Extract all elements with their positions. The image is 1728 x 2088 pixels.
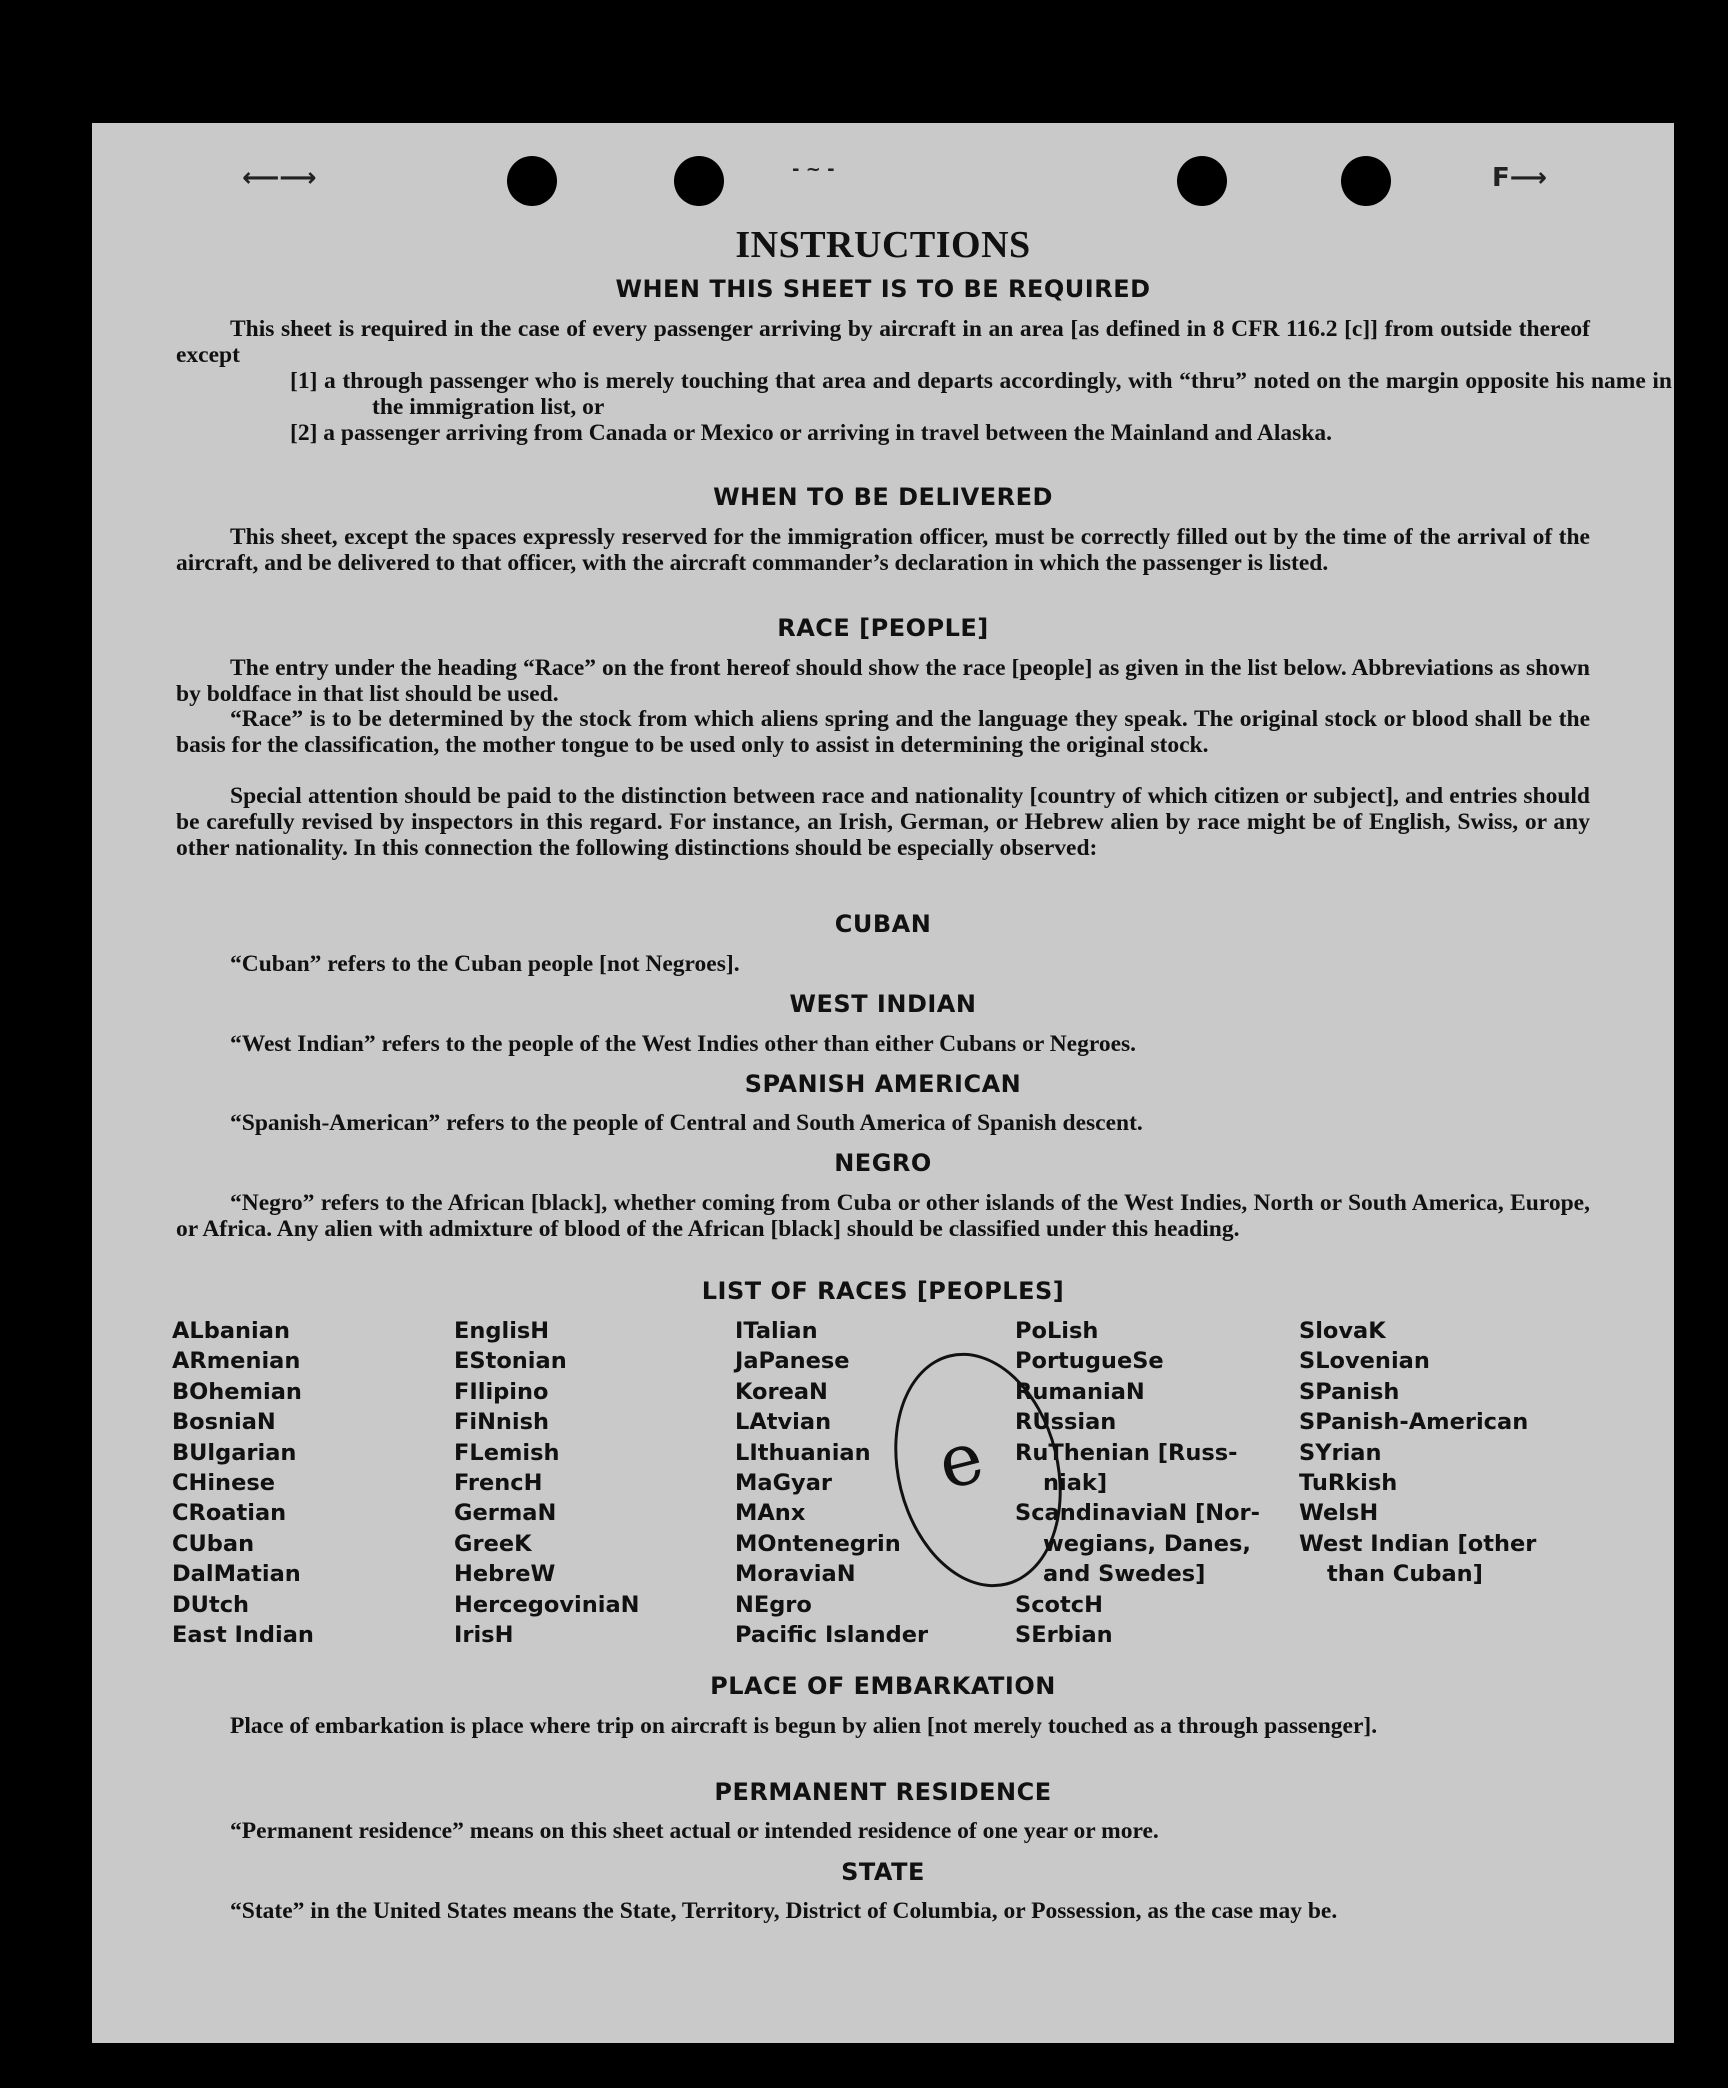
- race-entry: Pacific Islander: [735, 1622, 929, 1649]
- race-entry: DalMatian: [172, 1561, 301, 1588]
- races-column-1: [172, 1316, 314, 1650]
- race-entry: MAnx: [735, 1500, 806, 1527]
- race-entry: NEgro: [735, 1591, 812, 1618]
- race-entry: SYrian: [1299, 1439, 1382, 1466]
- race-entry: ScotcH: [1015, 1591, 1103, 1618]
- heading-west-indian: WEST INDIAN: [789, 990, 977, 1018]
- race-entry: SPanish-American: [1299, 1409, 1529, 1436]
- race-entry: LIthuanian: [735, 1439, 871, 1466]
- race-entry: CRoatian: [172, 1500, 287, 1527]
- race-entry: HercegoviniaN: [454, 1591, 640, 1618]
- race-entry: ITalian: [735, 1318, 818, 1344]
- race-paragraph-2: “Race” is to be determined by the stock from which aliens spring and the language they speak. The original stock or blood shall be the basis for the classification, the mother tongue to be used only to assist in determining the original stock.: [176, 706, 1590, 758]
- race-paragraph-3: Special attention should be paid to the distinction between race and nationality [country of which citizen or subject], and entries should be carefully revised by inspectors in this regard. For instance, an Irish, German, or Hebrew alien by race might be of English, Swiss, or any other nationality. In this connection the following distinctions should be especially observed:: [176, 783, 1590, 861]
- handwritten-mark: e: [929, 1414, 992, 1506]
- race-entry: SlovaK: [1299, 1318, 1386, 1344]
- state-text: “State” in the United States means the State, Territory, District of Columbia, or Possession, as the case may be.: [230, 1898, 1338, 1924]
- heading-race: RACE [PEOPLE]: [777, 614, 989, 642]
- margin-mark-middle: - ~ -: [792, 159, 835, 180]
- race-entry-continuation: wegians, Danes,: [1043, 1530, 1251, 1557]
- races-column-5: [1299, 1316, 1536, 1590]
- race-entry: TuRkish: [1299, 1470, 1398, 1497]
- race-entry: FrencH: [454, 1470, 543, 1497]
- race-entry: KoreaN: [735, 1378, 828, 1405]
- race-entry: ScandinaviaN [Nor-: [1015, 1500, 1260, 1527]
- race-paragraph-1: The entry under the heading “Race” on the front hereof should show the race [people] as given in the list below. Abbreviations as shown by boldface in that list should be used.: [176, 655, 1590, 707]
- heading-when-required: WHEN THIS SHEET IS TO BE REQUIRED: [615, 275, 1151, 303]
- when-required-item-1: [1] a through passenger who is merely touching that area and departs accordingly, with “thru” noted on the margin opposite his name in the immigration list, or: [290, 368, 1672, 420]
- race-entry: ALbanian: [172, 1318, 290, 1344]
- race-entry: LAtvian: [735, 1409, 832, 1436]
- permanent-residence-text: “Permanent residence” means on this sheet actual or intended residence of one year or more.: [230, 1818, 1159, 1844]
- race-entry: SErbian: [1015, 1622, 1113, 1649]
- race-entry: East Indian: [172, 1622, 314, 1649]
- race-entry: MaGyar: [735, 1470, 832, 1497]
- race-entry: DUtch: [172, 1591, 250, 1618]
- punch-hole: [507, 156, 557, 206]
- when-delivered-text: This sheet, except the spaces expressly reserved for the immigration officer, must be correctly filled out by the time of the arrival of the aircraft, and be delivered to that officer, with the aircraft commander’s declaration in which the passenger is listed.: [176, 524, 1590, 576]
- heading-list-of-races: LIST OF RACES [PEOPLES]: [701, 1277, 1065, 1305]
- race-entry-continuation: and Swedes]: [1043, 1561, 1206, 1588]
- race-entry: MoraviaN: [735, 1561, 856, 1588]
- heading-spanish-american: SPANISH AMERICAN: [744, 1070, 1022, 1098]
- embarkation-text: Place of embarkation is place where trip on aircraft is begun by alien [not merely touched as a through passenger].: [230, 1713, 1378, 1739]
- race-entry: FIlipino: [454, 1378, 549, 1405]
- punch-hole: [674, 156, 724, 206]
- heading-cuban: CUBAN: [834, 910, 932, 938]
- race-entry-continuation: niak]: [1043, 1470, 1108, 1497]
- instruction-sheet: [92, 123, 1674, 2043]
- race-entry: BOhemian: [172, 1378, 302, 1405]
- race-entry: IrisH: [454, 1622, 514, 1649]
- heading-negro: NEGRO: [834, 1149, 932, 1177]
- negro-text: “Negro” refers to the African [black], whether coming from Cuba or other islands of the West Indies, North or South America, Europe, or Africa. Any alien with admixture of blood of the African [black] should be classified under this heading.: [176, 1190, 1590, 1242]
- race-entry: CUban: [172, 1530, 255, 1557]
- race-entry: FiNnish: [454, 1409, 550, 1436]
- race-entry: FLemish: [454, 1439, 560, 1466]
- race-entry: WelsH: [1299, 1500, 1379, 1527]
- race-entry: EnglisH: [454, 1318, 550, 1344]
- punch-hole: [1177, 156, 1227, 206]
- race-entry: HebreW: [454, 1561, 556, 1588]
- race-entry: CHinese: [172, 1470, 275, 1497]
- when-required-intro: This sheet is required in the case of every passenger arriving by aircraft in an area [as defined in 8 CFR 116.2 [c]] from outside thereof except: [176, 316, 1590, 368]
- race-entry: GermaN: [454, 1500, 557, 1527]
- spanish-american-text: “Spanish-American” refers to the people of Central and South America of Spanish descent.: [230, 1110, 1143, 1136]
- race-entry: RUssian: [1015, 1409, 1117, 1436]
- race-entry: PoLish: [1015, 1318, 1099, 1344]
- race-entry: PortugueSe: [1015, 1348, 1164, 1375]
- races-column-2: [454, 1316, 639, 1650]
- race-entry: West Indian [other: [1299, 1530, 1537, 1557]
- race-entry: RumaniaN: [1015, 1378, 1145, 1405]
- race-entry: RuThenian [Russ-: [1015, 1439, 1238, 1466]
- punch-hole: [1341, 156, 1391, 206]
- heading-permanent-residence: PERMANENT RESIDENCE: [714, 1778, 1052, 1806]
- race-entry: ARmenian: [172, 1348, 301, 1375]
- race-entry: SLovenian: [1299, 1348, 1430, 1375]
- cuban-text: “Cuban” refers to the Cuban people [not Negroes].: [230, 951, 740, 977]
- heading-embarkation: PLACE OF EMBARKATION: [710, 1672, 1056, 1700]
- when-required-item-2: [2] a passenger arriving from Canada or Mexico or arriving in travel between the Mainland and Alaska.: [290, 420, 1333, 446]
- race-entry: SPanish: [1299, 1378, 1400, 1405]
- race-entry: BosniaN: [172, 1409, 276, 1436]
- race-entry: GreeK: [454, 1530, 532, 1557]
- race-entry: BUlgarian: [172, 1439, 297, 1466]
- race-entry: MOntenegrin: [735, 1530, 901, 1557]
- margin-mark-right: F⟶: [1492, 163, 1548, 193]
- heading-state: STATE: [841, 1858, 925, 1886]
- race-entry: JaPanese: [735, 1348, 850, 1375]
- race-entry-continuation: than Cuban]: [1327, 1561, 1483, 1588]
- race-entry: EStonian: [454, 1348, 567, 1375]
- margin-mark-left: ⟵⟶: [242, 163, 317, 193]
- heading-when-delivered: WHEN TO BE DELIVERED: [713, 483, 1053, 511]
- page-title: INSTRUCTIONS: [735, 224, 1031, 266]
- west-indian-text: “West Indian” refers to the people of the West Indies other than either Cubans or Negroes.: [230, 1031, 1137, 1057]
